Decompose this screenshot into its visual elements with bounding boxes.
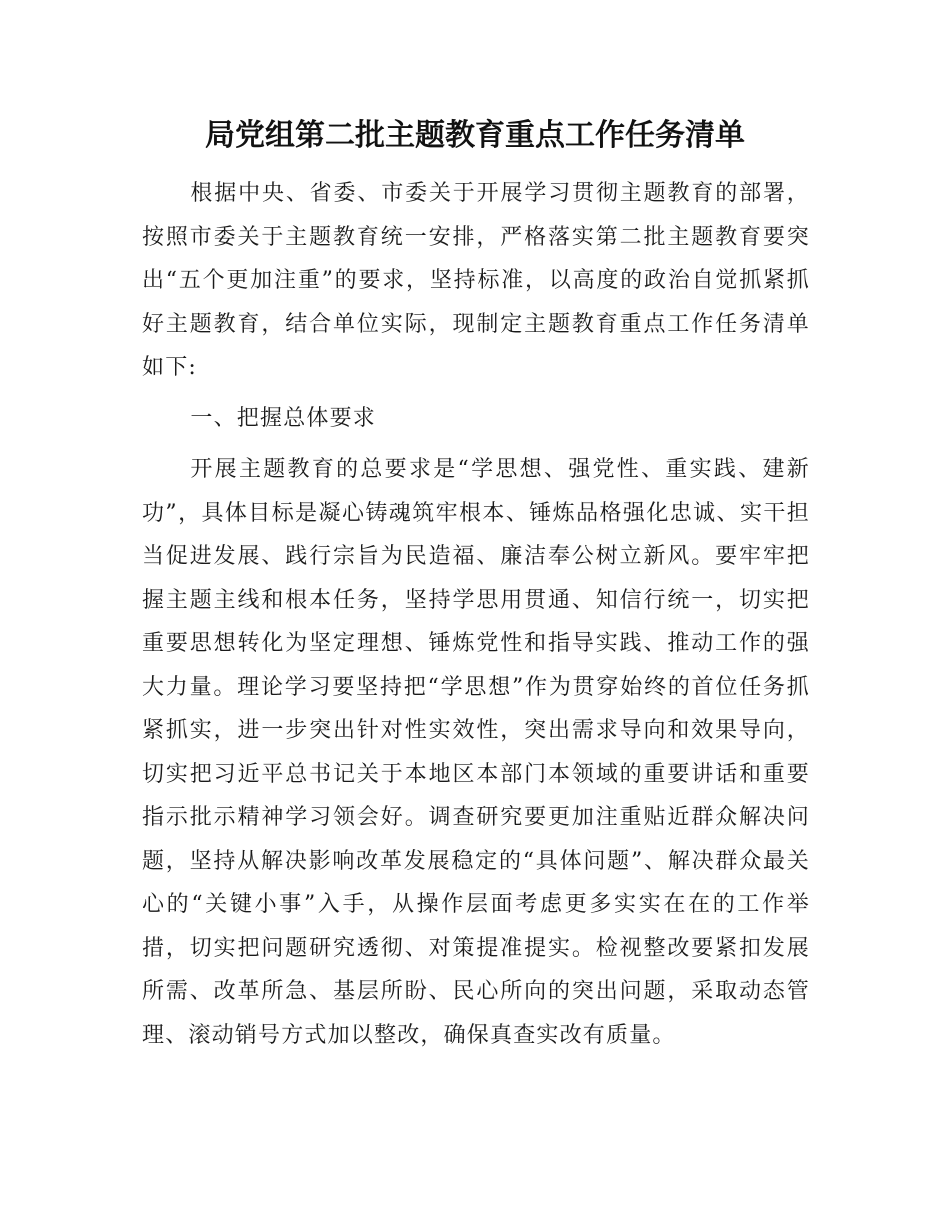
section-heading: 一、把握总体要求 [190, 406, 376, 431]
section-paragraph: 开展主题教育的总要求是“学思想、强党性、重实践、建新功”，具体目标是凝心铸魂筑牢根本、锤炼品格强化忠诚、实干担当促进发展、践行宗旨为民造福、廉洁奉公树立新风。要牢牢把握主题主线和根本任务，坚持学思用贯通、知信行统一，切实把重要思想转化为坚定理想、锤炼党性和指导实践、推动工作的强大力量。理论学习要坚持把“学思想”作为贯穿始终的首位任务抓紧抓实，进一步突出针对性实效性，突出需求导向和效果导向，切实把习近平总书记关于本地区本部门本领域的重要讲话和重要指示批示精神学习领会好。调查研究要更加注重贴近群众解决问题，坚持从解决影响改革发展稳定的“具体问题”、解决群众最关心的“关键小事”入手，从操作层面考虑更多实实在在的工作举措，切实把问题研究透彻、对策提准提实。检视整改要紧扣发展所需、改革所急、基层所盼、民心所向的突出问题，采取动态管理、滚动销号方式加以整改，确保真查实改有质量。 [142, 457, 810, 1048]
document-title: 局党组第二批主题教育重点工作任务清单 [205, 118, 745, 153]
intro-paragraph: 根据中央、省委、市委关于开展学习贯彻主题教育的部署，按照市委关于主题教育统一安排，严格落实第二批主题教育要突出“五个更加注重”的要求，坚持标准，以高度的政治自觉抓紧抓好主题教育，结合单位实际，现制定主题教育重点工作任务清单如下: [142, 181, 810, 380]
